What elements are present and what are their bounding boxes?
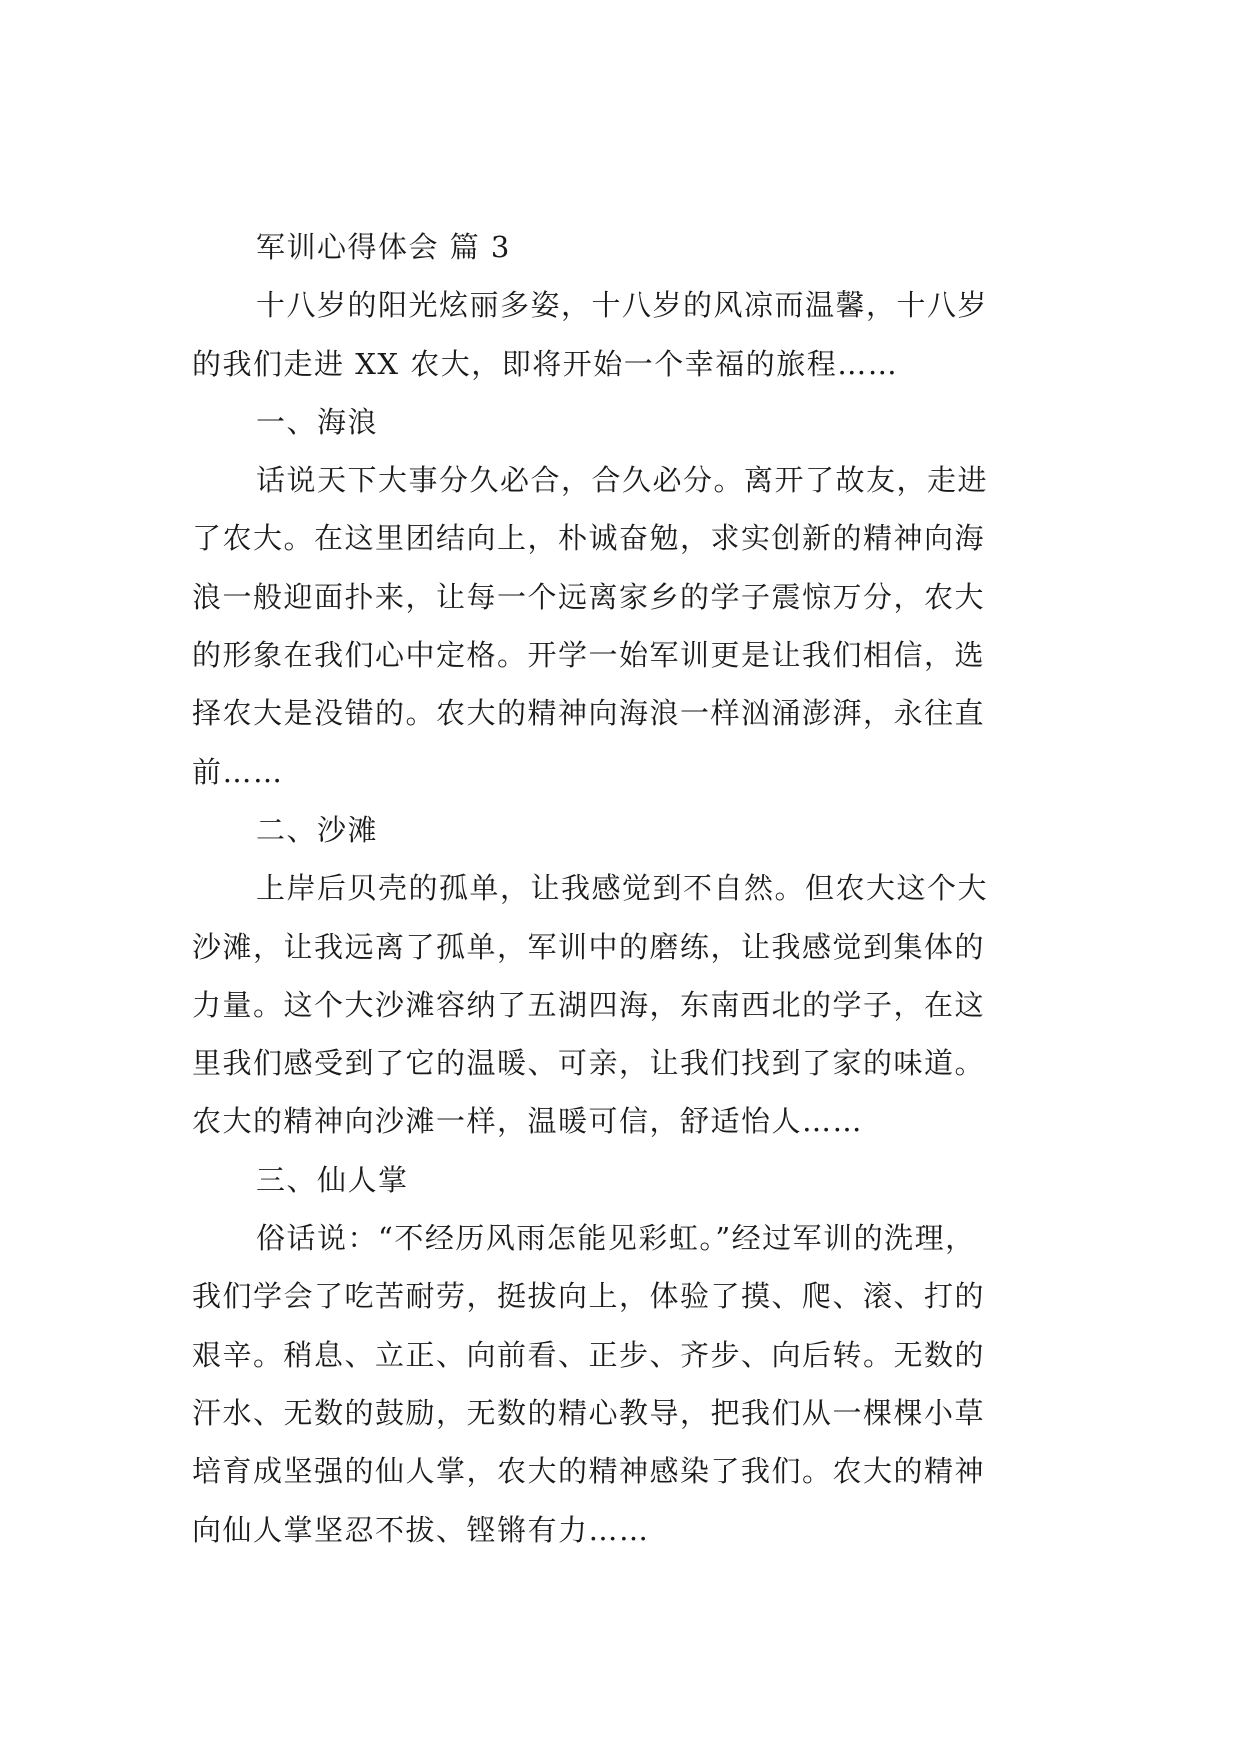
- text-line: 向仙人掌坚忍不拔、铿锵有力……: [192, 1512, 650, 1547]
- text-line: 前……: [192, 754, 284, 789]
- text-line: 农大的精神向沙滩一样，温暖可信，舒适怡人……: [192, 1104, 864, 1139]
- text-line: 培育成坚强的仙人掌，农大的精神感染了我们。农大的精神: [192, 1454, 986, 1489]
- text-line: 十八岁的阳光炫丽多姿，十八岁的风凉而温馨，十八岁: [256, 288, 989, 323]
- text-line: 沙滩，让我远离了孤单，军训中的磨练，让我感觉到集体的: [192, 929, 986, 964]
- document-text: [192, 276, 1062, 1559]
- text-line: 二、沙滩: [256, 812, 379, 847]
- text-line: 艰辛。稍息、立正、向前看、正步、齐步、向后转。无数的: [192, 1337, 986, 1372]
- text-line: 俗话说：“不经历风雨怎能见彩虹。”经过军训的洗理，: [256, 1221, 976, 1256]
- text-line: 一、海浪: [256, 404, 379, 439]
- text-line: 的我们走进 XX 农大，即将开始一个幸福的旅程……: [192, 346, 899, 381]
- text-line: 里我们感受到了它的温暖、可亲，让我们找到了家的味道。: [192, 1046, 986, 1081]
- text-line: 上岸后贝壳的孤单，让我感觉到不自然。但农大这个大: [256, 871, 989, 906]
- text-line: 我们学会了吃苦耐劳，挺拔向上，体验了摸、爬、滚、打的: [192, 1279, 986, 1314]
- text-line: 力量。这个大沙滩容纳了五湖四海，东南西北的学子，在这: [192, 987, 986, 1022]
- text-line: 的形象在我们心中定格。开学一始军训更是让我们相信，选: [192, 638, 986, 673]
- text-line: 择农大是没错的。农大的精神向海浪一样汹涌澎湃，永往直: [192, 696, 986, 731]
- text-line: 汗水、无数的鼓励，无数的精心教导，把我们从一棵棵小草: [192, 1395, 986, 1430]
- document-body: [192, 218, 1062, 1559]
- text-line: 三、仙人掌: [256, 1162, 409, 1197]
- document-title: 军训心得体会 篇 3: [256, 230, 511, 264]
- text-line: 话说天下大事分久必合，合久必分。离开了故友，走进: [256, 463, 989, 498]
- text-line: 了农大。在这里团结向上，朴诚奋勉，求实创新的精神向海: [192, 521, 986, 556]
- text-line: 浪一般迎面扑来，让每一个远离家乡的学子震惊万分，农大: [192, 579, 986, 614]
